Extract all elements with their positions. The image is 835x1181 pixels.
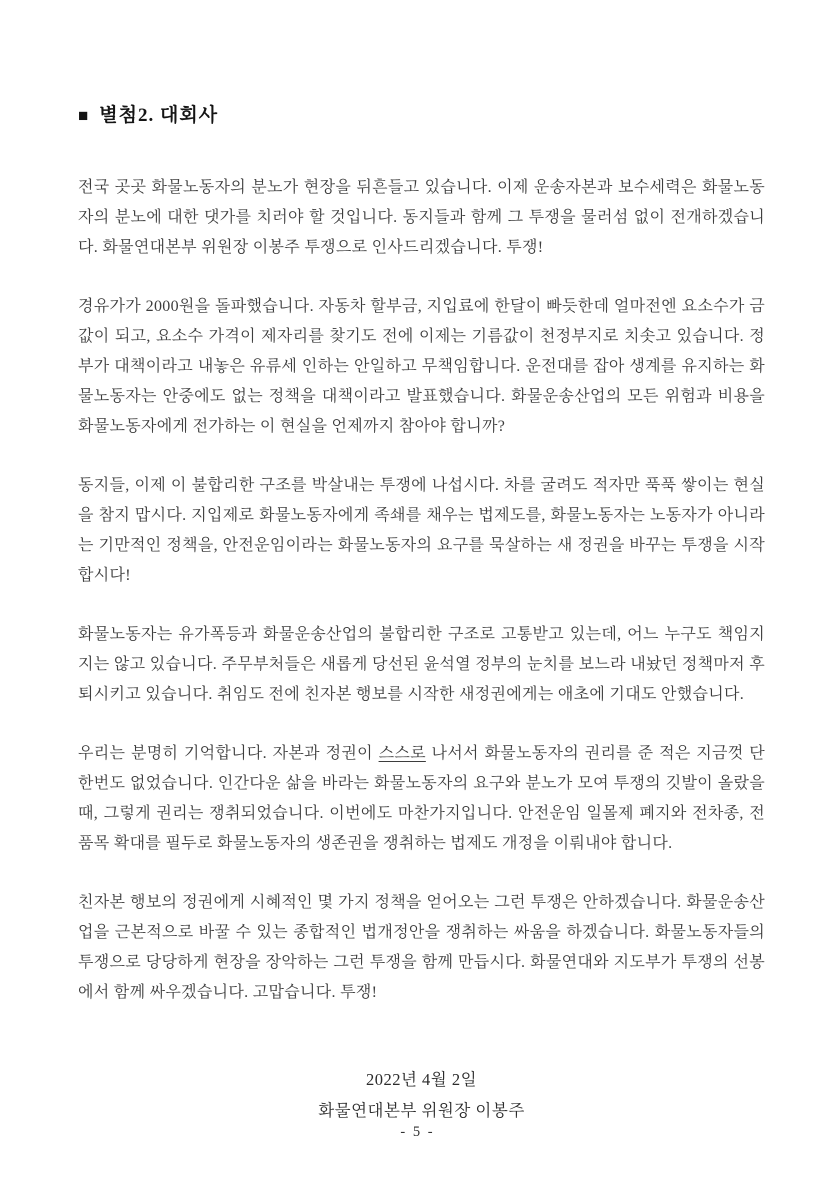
closing-date: 2022년 4월 2일 bbox=[365, 1070, 478, 1089]
body-paragraph-5 bbox=[78, 739, 765, 859]
closing-block bbox=[78, 1064, 765, 1126]
body-paragraph-4: 화물노동자는 유가폭등과 화물운송산업의 불합리한 구조로 고통받고 있는데, 어느 누구도 책임지지는 않고 있습니다. 주무부처들은 새롭게 당선된 윤석열 정부의 눈치를 보느라 내놨던 정책마저 후퇴시키고 있습니다. 취임도 전에 친자본 행보를 시작한 새정권에게는 애초에 기대도 안했습니다. bbox=[78, 626, 765, 703]
heading-text: 별첨2. 대회사 bbox=[99, 105, 219, 126]
body-paragraph-6: 친자본 행보의 정권에게 시혜적인 몇 가지 정책을 얻어오는 그런 투쟁은 안하겠습니다. 화물운송산업을 근본적으로 바꿀 수 있는 종합적인 법개정안을 쟁취하는 싸움을 하겠습니다. 화물노동자들의 투쟁으로 당당하게 현장을 장악하는 그런 투쟁을 함께 만듭시다. 화물연대와 지도부가 투쟁의 선봉에서 함께 싸우겠습니다. 고맙습니다. 투쟁! bbox=[78, 894, 765, 1001]
paragraph-segment: 나서서 화물노동자의 권리를 준 적은 지금껏 단 한번도 없었습니다. 인간다운 삶을 바라는 화물노동자의 요구와 분노가 모여 투쟁의 깃발이 올랐을 때, 그렇게 권리는 쟁취되었습니다. 이번에도 마찬가지입니다. 안전운임 일몰제 폐지와 전차종, 전품목 확대를 필두로 화물노동자의 생존권을 쟁취하는 법제도 개정을 이뤄내야 합니다. bbox=[78, 745, 766, 852]
paragraph-segment: 우리는 분명히 기억합니다. 자본과 정권이 bbox=[78, 745, 379, 762]
body-paragraph-1: 전국 곳곳 화물노동자의 분노가 현장을 뒤흔들고 있습니다. 이제 운송자본과 보수세력은 화물노동자의 분노에 대한 댓가를 치러야 할 것입니다. 동지들과 함께 그 투쟁을 물러섬 없이 전개하겠습니다. 화물연대본부 위원장 이봉주 투쟁으로 인사드리겠습니다. 투쟁! bbox=[78, 179, 765, 256]
underlined-word: 스스로 bbox=[378, 745, 426, 762]
document-heading bbox=[78, 100, 765, 127]
body-paragraph-3: 동지들, 이제 이 불합리한 구조를 박살내는 투쟁에 나섭시다. 차를 굴려도 적자만 푹푹 쌓이는 현실을 참지 맙시다. 지입제로 화물노동자에게 족쇄를 채우는 법제도를, 화물노동자는 노동자가 아니라는 기만적인 정책을, 안전운임이라는 화물노동자의 요구를 묵살하는 새 정권을 바꾸는 투쟁을 시작합시다! bbox=[78, 477, 765, 584]
square-bullet-icon: ■ bbox=[78, 106, 90, 125]
body-paragraph-2: 경유가가 2000원을 돌파했습니다. 자동차 할부금, 지입료에 한달이 빠듯한데 얼마전엔 요소수가 금값이 되고, 요소수 가격이 제자리를 찾기도 전에 이제는 기름값이 천정부지로 치솟고 있습니다. 정부가 대책이라고 내놓은 유류세 인하는 안일하고 무책임합니다. 운전대를 잡아 생계를 유지하는 화물노동자는 안중에도 없는 정책을 대책이라고 발표했습니다. 화물운송산업의 모든 위험과 비용을 화물노동자에게 전가하는 이 현실을 언제까지 참아야 합니까? bbox=[78, 298, 765, 435]
closing-signature: 화물연대본부 위원장 이봉주 bbox=[318, 1101, 525, 1120]
page-number: - 5 - bbox=[400, 1124, 435, 1140]
